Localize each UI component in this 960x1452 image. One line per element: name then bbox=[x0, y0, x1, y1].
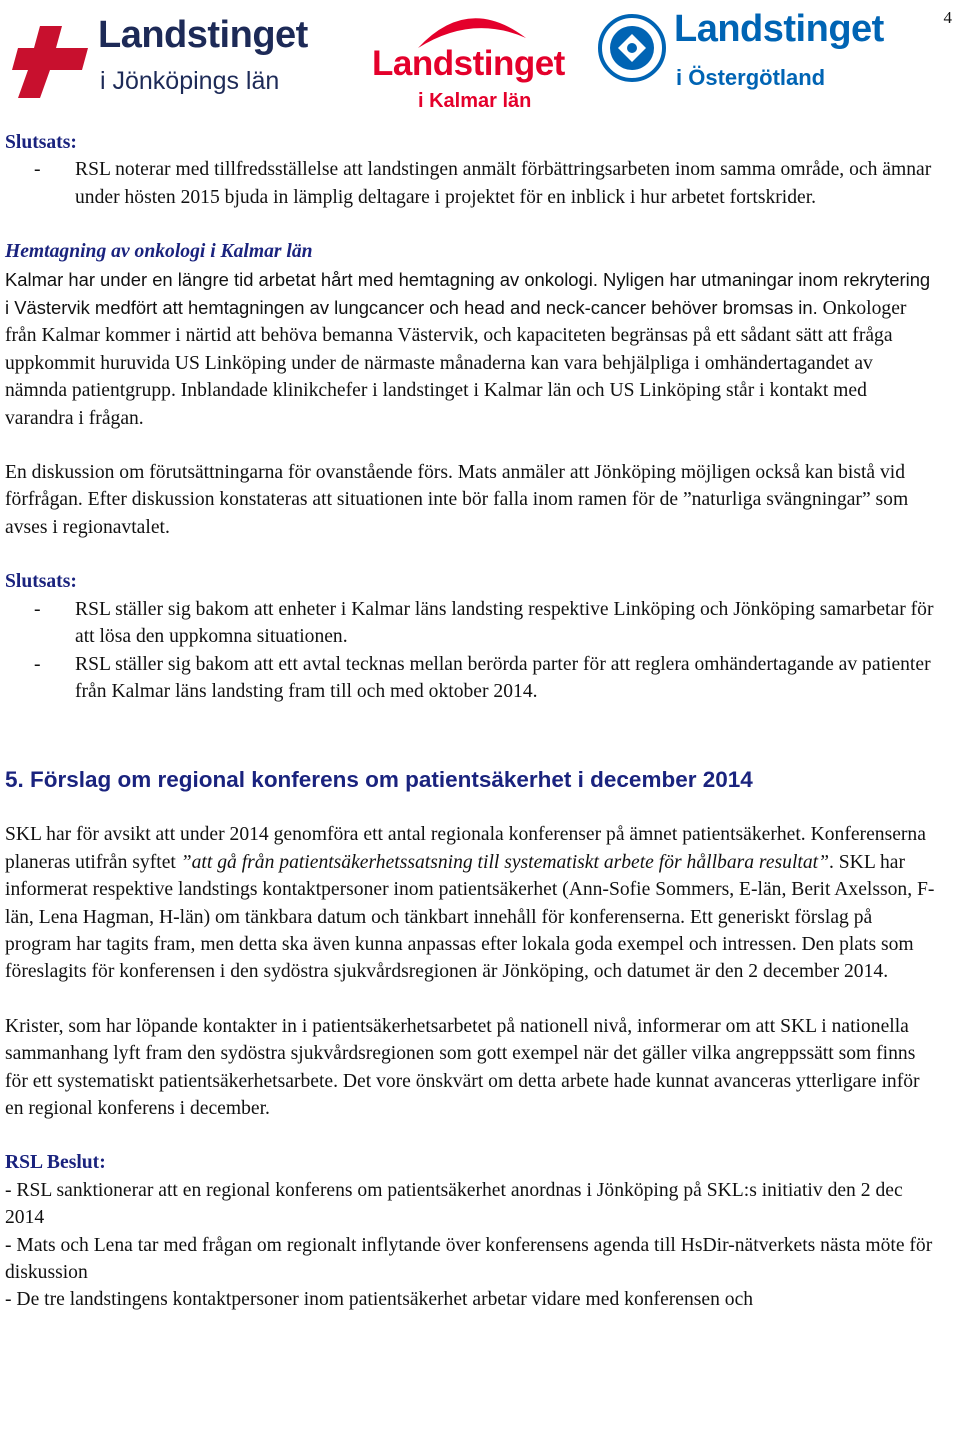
section-5-paragraph-1 bbox=[5, 821, 935, 985]
conclusion-label-1: Slutsats: bbox=[5, 132, 77, 153]
conclusion-label-2: Slutsats: bbox=[5, 571, 77, 593]
logo-jonkoping-sub: i Jönköpings län bbox=[100, 67, 280, 95]
section-5-p1-before: SKL har för avsikt att under 2014 genomföra ett antal regionala konferenser på ämnet patientsäkerhet. Konferenserna planeras utifrån syftet bbox=[5, 824, 926, 873]
logo-ostergotland-name: Landstinget bbox=[674, 8, 884, 50]
conclusion-1-text: RSL noterar med tillfredsställelse att landstingen anmält förbättringsarbeten inom samma område, och ämnar under hösten 2015 bjuda in lämplig deltagare i projektet för en inblick i hur arbetet fortskrider. bbox=[75, 159, 932, 208]
kalmar-paragraph-1a: Kalmar har under en längre tid arbetat hårt med hemtagning av onkologi. Nyligen har utmaningar inom rekrytering i Västervik medfört att hemtagningen av lungcancer och head and neck-cancer behöver bromsas in. bbox=[5, 268, 931, 319]
section-5-p1-quote: ”att gå från patientsäkerhetssatsning till systematiskt arbete för hållbara resultat” bbox=[180, 851, 829, 873]
kalmar-paragraph-2: En diskussion om förutsättningarna för ovanstående förs. Mats anmäler att Jönköping möjligen också kan bistå vid förfrågan. Efter diskussion konstateras att situationen inte bör falla inom ramen för de ”naturliga svängningar” som avses i regionavtalet. bbox=[5, 462, 909, 538]
header-logos bbox=[0, 0, 960, 115]
section-5-p1-after: . SKL har informerat respektive landstings kontaktpersoner inom patientsäkerhet (Ann-Sofie Sommers, E-län, Berit Axelsson, F-län, Lena Hagman, H-län) om tänkbara datum och tänkbart innehåll för konferenserna. Ett generiskt förslag på program har tagits fram, men detta ska även kunna anpassas efter lokala goda exempel och intressen. Den plats som föreslagits för konferensen i den sydöstra sjukvårdsregionen är Jönköping, och datumet är den 2 december 2014. bbox=[5, 851, 935, 983]
cross-mark-icon bbox=[10, 18, 100, 98]
decision-item-3: - De tre landstingens kontaktpersoner inom patientsäkerhet arbetar vidare med konferensen och bbox=[5, 1289, 754, 1311]
logo-kalmar-sub: i Kalmar län bbox=[418, 90, 532, 112]
kalmar-paragraph-1b: Onkologer från Kalmar kommer i närtid att behöva bemanna Västervik, och kapaciteten begränsas på ett sådant sätt att fråga uppkommit huruvida US Linköping under de närmaste månaderna kan vara behjälpliga i omhändertagandet av nämnda patientgrupp. Inblandade klinikchefer i landstinget i Kalmar län och US Linköping står i kontakt med varandra i frågan. bbox=[5, 298, 907, 429]
conclusion-1-item: - RSL noterar med tillfredsställelse att landstingen anmält förbättringsarbeten inom samma område, och ämnar under hösten 2015 bjuda in lämplig deltagare i projektet för en inblick i hur arbetet fortskrider. bbox=[5, 156, 935, 211]
conclusion-2-text-2: RSL ställer sig bakom att ett avtal tecknas mellan berörda parter för att reglera omhändertagande av patienter från Kalmar läns landsting fram till och med oktober 2014. bbox=[75, 653, 931, 702]
logo-jonkoping-name: Landstinget bbox=[98, 14, 308, 56]
section-5-paragraph-2: Krister, som har löpande kontakter in i patientsäkerhetsarbetet på nationell nivå, informerar om att SKL i nationella sammanhang lyft fram den sydöstra sjukvårdsregionen som gott exempel när det gäller vilka angreppssätt som finns för ett systematiskt patientsäkerhetsarbete. Det vore önskvärt om detta arbete hade kunnat avanceras ytterligare inför en regional konferens i december. bbox=[5, 1015, 920, 1119]
logo-ostergotland-sub: i Östergötland bbox=[676, 65, 826, 90]
logo-jonkoping bbox=[10, 14, 350, 98]
crest-icon bbox=[596, 12, 668, 92]
page-number: 4 bbox=[943, 8, 952, 27]
kalmar-heading: Hemtagning av onkologi i Kalmar län bbox=[5, 241, 313, 263]
kalmar-paragraph-1 bbox=[5, 266, 935, 432]
logo-kalmar bbox=[372, 4, 568, 112]
conclusion-2-item-1: - RSL ställer sig bakom att enheter i Kalmar läns landsting respektive Linköping och Jönköping samarbetar för att lösa den uppkomna situationen. bbox=[5, 596, 935, 651]
conclusion-2-text-1: RSL ställer sig bakom att enheter i Kalmar läns landsting respektive Linköping och Jönköping samarbetar för att lösa den uppkomna situationen. bbox=[75, 598, 934, 648]
decision-item-2: - Mats och Lena tar med frågan om regionalt inflytande över konferensens agenda till HsDir-nätverkets nästa möte för diskussion bbox=[5, 1234, 933, 1283]
document-body bbox=[5, 129, 935, 1314]
logo-ostergotland bbox=[596, 8, 908, 98]
logo-kalmar-name: Landstinget bbox=[372, 44, 565, 83]
decision-label: RSL Beslut: bbox=[5, 1152, 106, 1174]
decision-item-1: - RSL sanktionerar att en regional konferens om patientsäkerhet anordnas i Jönköping på SKL:s initiativ den 2 dec 2014 bbox=[5, 1179, 903, 1229]
section-5-heading: 5. Förslag om regional konferens om patientsäkerhet i december 2014 bbox=[5, 767, 753, 793]
conclusion-2-item-2: - RSL ställer sig bakom att ett avtal tecknas mellan berörda parter för att reglera omhändertagande av patienter från Kalmar läns landsting fram till och med oktober 2014. bbox=[5, 651, 935, 706]
